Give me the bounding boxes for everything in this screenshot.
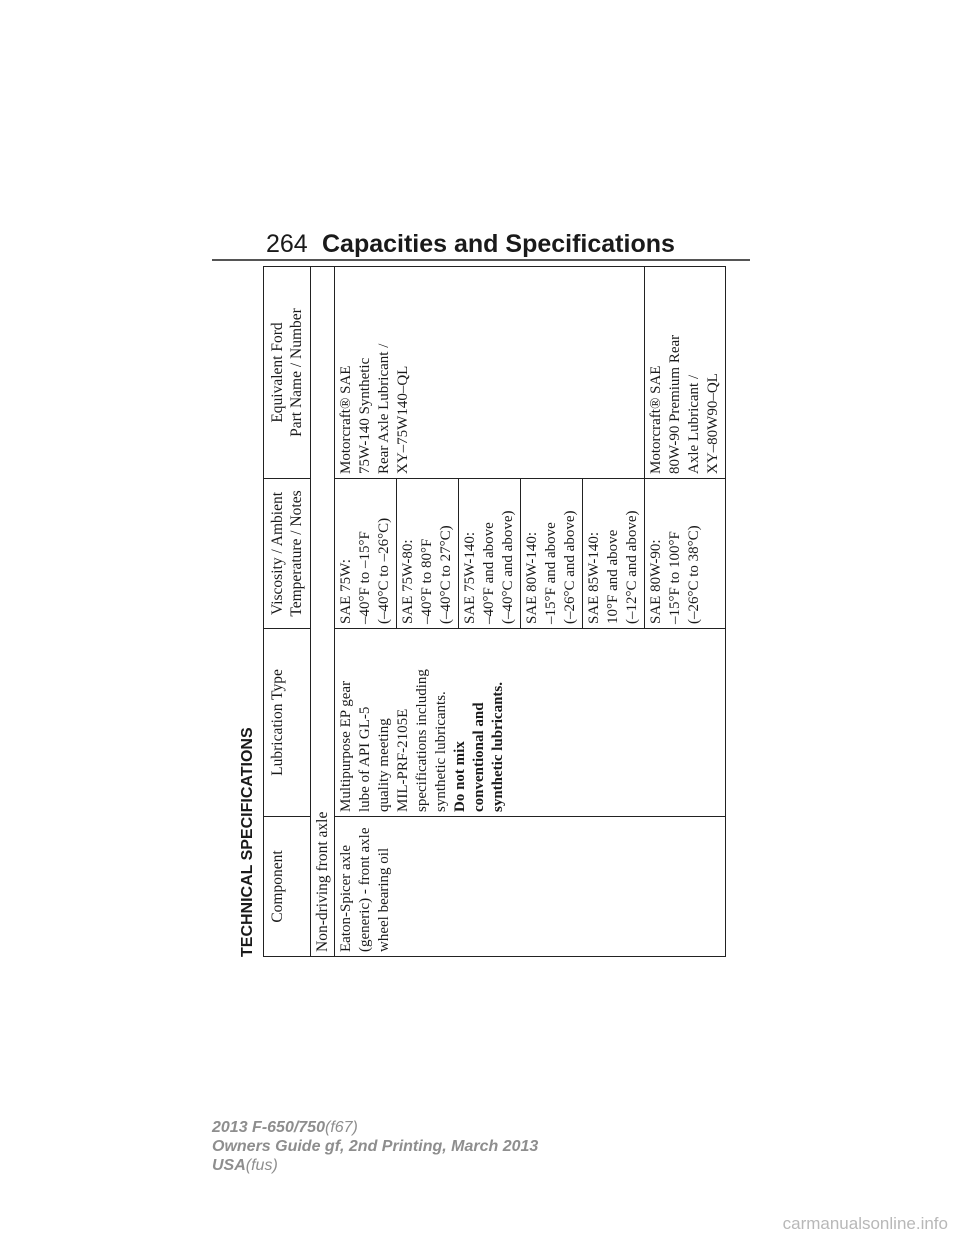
header-component: Component <box>264 817 311 957</box>
footer-line-3: USA(fus) <box>212 1157 278 1174</box>
watermark: carmanualsonline.info <box>782 1214 948 1233</box>
viscosity-cell: SAE 75W: –40°F to –15°F (–40°C to –26°C) <box>335 479 397 629</box>
viscosity-cell: SAE 80W-90: –15°F to 100°F (–26°C to 38°C) <box>645 479 726 629</box>
table-band-row <box>311 267 335 957</box>
viscosity-cell: SAE 75W-140: –40°F and above (–40°C and above) <box>459 479 521 629</box>
page-number: 264 <box>266 230 308 258</box>
specifications-table <box>263 266 726 957</box>
lubrication-warning: synthetic lubricants. <box>490 681 506 812</box>
header-ford-part: Equivalent Ford Part Name / Number <box>264 267 311 479</box>
band-label: Non-driving front axle <box>311 267 335 957</box>
viscosity-cell: SAE 85W-140: 10°F and above (–12°C and above) <box>583 479 645 629</box>
ford-part-cell: Motorcraft® SAE 80W-90 Premium Rear Axle Lubricant / XY–80W90–QL <box>645 267 726 479</box>
page-title: Capacities and Specifications <box>322 230 675 258</box>
lubrication-type-cell: Multipurpose EP gear lube of API GL-5 quality meeting MIL-PRF-2105E specifications including synthetic lubricants. Do not mix conventional and synthetic lubricants. <box>335 629 726 817</box>
header-viscosity: Viscosity / Ambient Temperature / Notes <box>264 479 311 629</box>
ford-part-cell: Motorcraft® SAE 75W-140 Synthetic Rear Axle Lubricant / XY–75W140–QL <box>335 267 645 479</box>
component-cell: Eaton-Spicer axle (generic) - front axle wheel bearing oil <box>335 817 726 957</box>
table-header-row <box>264 267 311 957</box>
header-lubrication-type: Lubrication Type <box>264 629 311 817</box>
footer-line-2: Owners Guide gf, 2nd Printing, March 2013 <box>212 1138 539 1155</box>
lubrication-warning: Do not mix <box>452 741 468 812</box>
print-info-footer <box>212 1118 538 1175</box>
rotated-specifications-block <box>233 267 721 957</box>
lubrication-warning: conventional and <box>471 702 487 812</box>
table-row <box>335 267 397 957</box>
viscosity-cell: SAE 75W-80: –40°F to 80°F (–40°C to 27°C) <box>397 479 459 629</box>
header-divider <box>212 259 750 261</box>
section-title: TECHNICAL SPECIFICATIONS <box>239 727 256 957</box>
viscosity-cell: SAE 80W-140: –15°F and above (–26°C and above) <box>521 479 583 629</box>
footer-line-1: 2013 F-650/750(f67) <box>212 1119 358 1136</box>
